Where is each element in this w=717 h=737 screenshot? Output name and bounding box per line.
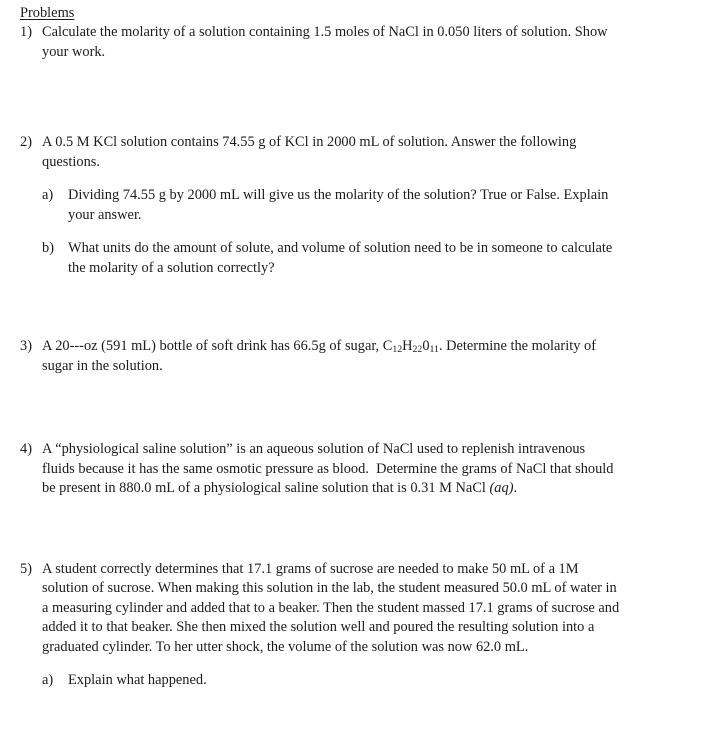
text-segment: Dividing 74.55 g by 2000 mL will give us the molarity of the solution? True or False. Explain your answer. xyxy=(68,187,609,223)
text-segment: Calculate the molarity of a solution containing 1.5 moles of NaCl in 0.050 liters of solution. Show your work. xyxy=(42,24,608,60)
problem-item xyxy=(20,133,699,278)
text-segment: 12 xyxy=(392,344,403,356)
problem-text xyxy=(42,560,620,658)
text-segment: A “physiological saline solution” is an aqueous solution of NaCl used to replenish intravenous fluids because it has the same osmotic pressure as blood. Determine the grams of NaCl that should be present in 880.0 mL of a physiological saline solution that is 0.31 M NaCl xyxy=(42,441,614,496)
problem-number: 1) xyxy=(20,24,32,40)
problem-row xyxy=(20,440,699,499)
problem-text xyxy=(42,337,620,376)
subpart-text xyxy=(68,186,633,225)
text-segment: 0 xyxy=(422,338,430,354)
text-segment: A 0.5 M KCl solution contains 74.55 g of KCl in 2000 mL of solution. Answer the following questions. xyxy=(42,134,577,170)
text-segment: . Determine the molarity of sugar in the solution. xyxy=(42,338,596,374)
problem-item xyxy=(20,560,699,691)
problem-row xyxy=(20,133,699,172)
subpart-text xyxy=(68,239,633,278)
subpart-text xyxy=(68,671,633,691)
subpart-letter: a) xyxy=(42,672,54,688)
subpart-letter: a) xyxy=(42,187,54,203)
text-segment: 11 xyxy=(429,344,439,356)
text-segment: (aq) xyxy=(489,480,514,496)
text-segment: . xyxy=(513,480,518,496)
problem-row xyxy=(20,560,699,658)
text-segment: 22 xyxy=(412,344,423,356)
problem-text xyxy=(42,440,620,499)
problem-number: 4) xyxy=(20,441,32,457)
problems-list xyxy=(20,23,699,691)
subpart-item xyxy=(42,671,699,691)
subpart-item xyxy=(42,239,699,278)
text-segment: Explain what happened. xyxy=(68,672,207,688)
text-segment: A student correctly determines that 17.1 grams of sucrose are needed to make 50 mL of a 1M solution of sucrose. When making this solution in the lab, the student measured 50.0 mL of water in a measuring cylinder and added that to a beaker. Then the student massed 17.1 grams of sucrose and added it to that beaker. She then mixed the solution well and poured the resulting solution into a graduated cylinder. To her utter shock, the volume of the solution was now 62.0 mL. xyxy=(42,560,620,655)
text-segment: What units do the amount of solute, and volume of solution need to be in someone to calculate the molarity of a solution correctly? xyxy=(68,240,613,276)
problem-row xyxy=(20,23,699,62)
problem-item xyxy=(20,23,699,62)
text-segment: A 20---oz (591 mL) bottle of soft drink has 66.5g of sugar, C xyxy=(42,338,393,354)
problem-number: 2) xyxy=(20,134,32,150)
problem-number: 3) xyxy=(20,338,32,354)
problem-text xyxy=(42,133,620,172)
subpart-item xyxy=(42,186,699,225)
problem-text xyxy=(42,23,620,62)
page-title: Problems xyxy=(20,5,75,21)
problem-number: 5) xyxy=(20,560,32,577)
text-segment: H xyxy=(402,338,413,354)
subpart-letter: b) xyxy=(42,240,54,256)
problem-item xyxy=(20,337,699,376)
problem-row xyxy=(20,337,699,376)
problem-item xyxy=(20,440,699,499)
